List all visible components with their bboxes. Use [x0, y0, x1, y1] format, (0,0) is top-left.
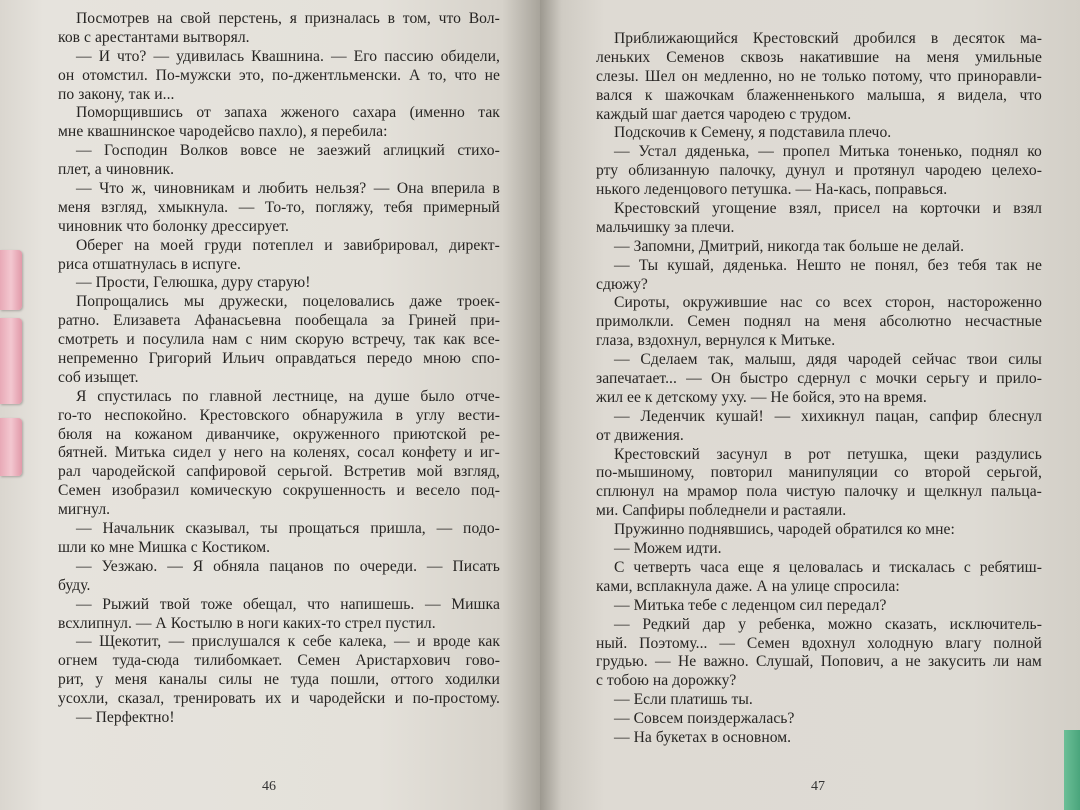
left-page-text — [58, 10, 500, 728]
text-line: огнем туда-сюда тилибомкает. Семен Аристархович гово- — [58, 652, 500, 670]
text-line: — Редкий дар у ребенка, можно сказать, исключитель- — [614, 615, 1042, 633]
text-line: бятней. Митька сидел у него на коленях, сосал конфету и иг- — [58, 444, 500, 462]
text-line: от движения. — [596, 426, 684, 444]
text-line: — Ты кушай, дяденька. Нешто не понял, без тебя так не — [614, 256, 1042, 274]
text-line: соб изыщет. — [58, 368, 139, 386]
text-line: — Можем идти. — [614, 540, 722, 558]
text-line: мальчишку за плечи. — [596, 218, 735, 236]
pink-page-tab-middle — [0, 318, 22, 404]
text-line: рит, у меня каналы силы не туда пошли, оттого ходилки — [58, 671, 500, 689]
text-line: ков с арестантами вытворял. — [58, 28, 250, 46]
text-line: рту облизанную палочку, дунул и протянул чародею целехо- — [596, 162, 1042, 180]
green-cover-edge — [1064, 730, 1080, 810]
text-line: мне квашнинское чародейсво пахло), я перебила: — [58, 123, 388, 141]
text-line: — Сделаем так, малыш, дядя чародей сейчас твои силы — [614, 351, 1042, 369]
text-line: го-то неспокойно. Крестовского обнаружила в углу вести- — [58, 406, 500, 424]
pink-page-tab-upper — [0, 250, 22, 310]
text-line: ный. Поэтому... — Семен вдохнул холодную влагу полной — [596, 634, 1042, 652]
text-line: он отомстил. По-мужски это, по-джентльменски. А то, что не — [58, 66, 500, 84]
text-line: запечатает... — Он быстро сдернул с мочки серьгу и прило- — [596, 370, 1042, 388]
text-line: с тобою на дорожку? — [596, 672, 737, 690]
text-line: меня взгляд, хмыкнула. — То-то, погляжу, тебя примерный — [58, 198, 500, 216]
text-line: сдюжу? — [596, 275, 648, 293]
text-line: ками, всплакнула даже. А на улице спросила: — [596, 577, 900, 595]
text-line: Поморщившись от запаха жженого сахара (именно так — [76, 104, 500, 122]
text-line: — Прости, Гелюшка, дуру старую! — [76, 274, 311, 292]
text-line: ратно. Елизавета Афанасьевна пообещала за Гриней при- — [58, 312, 500, 330]
text-line: грудью. — Не важно. Слушай, Попович, а не закусить ли нам — [596, 653, 1042, 671]
text-line: по закону, так и... — [58, 85, 175, 103]
text-line: Посмотрев на свой перстень, я призналась в том, что Вол- — [76, 10, 500, 27]
text-line: нького леденцового петушка. — На-кась, поправься. — [596, 181, 948, 199]
text-line: — Рыжий твой тоже обещал, что напишешь. — Мишка — [76, 595, 500, 613]
text-line: Пружинно поднявшись, чародей обратился ко мне: — [614, 521, 955, 539]
text-line: мигнул. — [58, 501, 111, 519]
text-line: Крестовский угощение взял, присел на корточки и взял — [614, 200, 1042, 218]
text-line: бюля на кожаном диванчике, окруженного приютской ре- — [58, 425, 500, 443]
text-line: жил ее к детскому уху. — Не бойся, это на время. — [596, 388, 927, 406]
text-line: рал чародейской сапфировой серьгой. Встретив мой взгляд, — [58, 463, 500, 481]
text-line: слезы. Шел он медленно, но не только потому, что приноравли- — [596, 67, 1042, 85]
text-line: — Уезжаю. — Я обняла пацанов по очереди. — Писать — [76, 557, 500, 575]
left-page-number: 46 — [262, 779, 276, 794]
text-line: смотреть и посулила нам с ним скорую встречу, так как все- — [58, 331, 500, 349]
text-line: — Начальник сказывал, ты прощаться пришла, — подо- — [76, 520, 500, 538]
text-line: — На букетах в основном. — [614, 728, 792, 746]
text-line: риса отшатнулась в испуге. — [58, 255, 241, 273]
text-line: С четверть часа еще я целовалась и тискалась с ребятиш- — [614, 558, 1042, 576]
text-line: — Если платишь ты. — [614, 691, 753, 709]
text-line: Попрощались мы дружески, поцеловались даже троек- — [76, 293, 500, 311]
pink-page-tab-lower — [0, 418, 22, 476]
right-page-text — [596, 30, 1042, 748]
text-line: — Совсем поиздержалась? — [614, 710, 795, 728]
text-line: Я спустилась по главной лестнице, на душе было отче- — [76, 387, 500, 405]
text-line: чиновник что болонку дрессирует. — [58, 217, 289, 235]
text-line: Приближающийся Крестовский дробился в десяток ма- — [614, 30, 1042, 47]
text-line: шли ко мне Мишка с Костиком. — [58, 538, 271, 556]
text-line: усохли, сказал, тренировать их и чародейски и по-простому. — [58, 690, 500, 708]
text-line: буду. — [58, 576, 91, 594]
text-line: — Митька тебе с леденцом сил передал? — [614, 596, 887, 614]
text-line: вался к шажочкам блаженненького малыша, я видела, что — [596, 86, 1042, 104]
text-line: — Что ж, чиновникам и любить нельзя? — Она вперила в — [76, 180, 500, 198]
text-line: Семен изобразил комическую сокрушенность и весело под- — [58, 482, 500, 500]
text-line: — Господин Волков вовсе не заезжий аглицкий стихо- — [76, 142, 500, 160]
text-line: всхлипнул. — А Костылю в ноги каких-то стрел пустил. — [58, 614, 436, 632]
text-line: каждый шаг дается чародею с трудом. — [596, 105, 852, 123]
text-line: примолкли. Семен поднял на меня абсолютно несчастные — [596, 313, 1042, 331]
text-line: — И что? — удивилась Квашнина. — Его пассию обидели, — [76, 47, 500, 65]
text-line: леньких Семенов сквозь накатившие на меня умильные — [596, 48, 1042, 66]
text-line: по-мышиному, повторил манипуляции со второй серьгой, — [596, 464, 1042, 482]
text-line: — Перфектно! — [76, 708, 175, 726]
text-line: Оберег на моей груди потеплел и завибрировал, директ- — [76, 236, 500, 254]
text-line: Подскочив к Семену, я подставила плечо. — [614, 124, 892, 142]
text-line: — Щекотит, — прислушался к себе калека, — и вроде как — [76, 633, 500, 651]
text-line: — Запомни, Дмитрий, никогда так больше не делай. — [614, 237, 965, 255]
text-line: непременно Григорий Ильич оправдаться передо мною спо- — [58, 350, 500, 368]
text-line: — Леденчик кушай! — хихикнул пацан, сапфир блеснул — [614, 407, 1042, 425]
text-line: — Устал дяденька, — пропел Митька тоненько, поднял ко — [614, 143, 1042, 161]
right-page-number: 47 — [811, 779, 825, 794]
text-line: ми. Сапфиры побледнели и растаяли. — [596, 502, 847, 520]
text-line: глаза, вздохнул, вернулся к Митьке. — [596, 332, 836, 350]
text-line: Крестовский засунул в рот петушка, щеки раздулись — [614, 445, 1042, 463]
text-line: Сироты, окружившие нас со всех сторон, настороженно — [614, 294, 1042, 312]
right-page — [540, 0, 1080, 810]
text-line: плет, а чиновник. — [58, 161, 175, 179]
text-line: сплюнул на мрамор пола чистую палочку и щелкнул пальца- — [596, 483, 1042, 501]
